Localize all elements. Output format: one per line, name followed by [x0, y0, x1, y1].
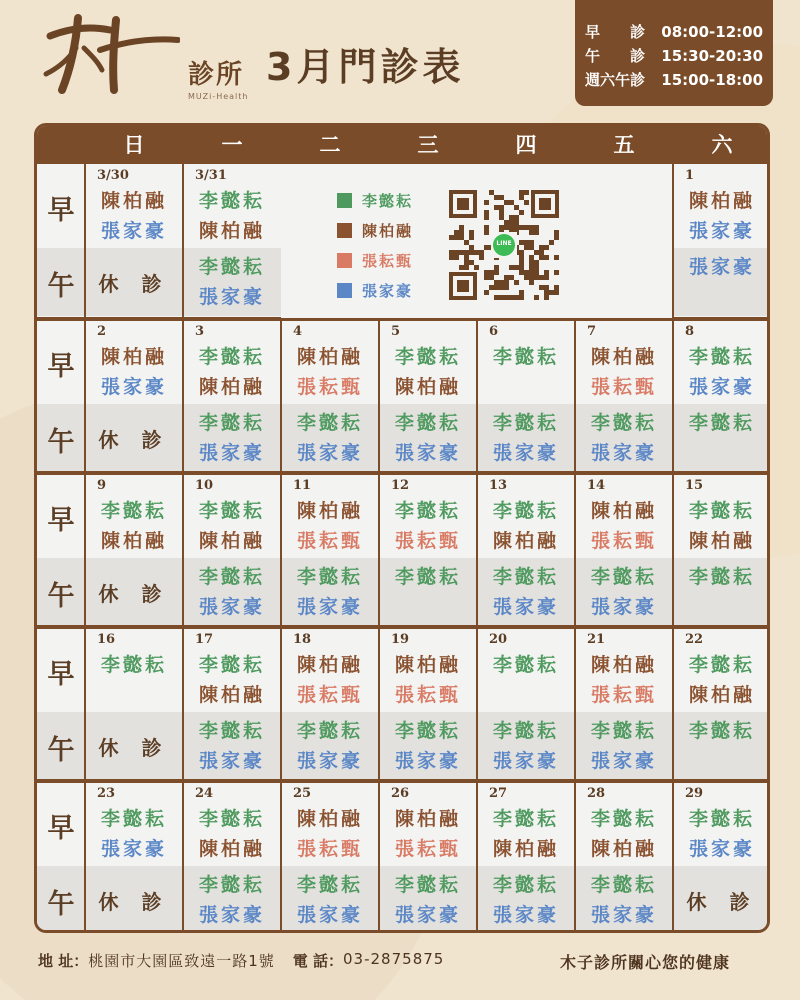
- doctor-name: 張家豪: [688, 376, 755, 398]
- week-divider: [37, 471, 767, 475]
- doctor-name: 張耘甄: [296, 376, 363, 398]
- logo-name: 診所: [188, 60, 245, 90]
- weekday-header-cell: 一: [221, 133, 243, 157]
- doctor-name: 張家豪: [492, 904, 559, 926]
- doctor-name: 李懿耘: [296, 566, 363, 588]
- day-date: 12: [391, 478, 410, 493]
- doctor-name: 張家豪: [100, 376, 167, 398]
- row-label-morning: 早: [47, 351, 75, 382]
- doctor-name: 張家豪: [296, 596, 363, 618]
- doctor-name: 張耘甄: [296, 684, 363, 706]
- doctor-name: 李懿耘: [394, 412, 461, 434]
- doctor-name: 陳柏融: [590, 654, 657, 676]
- doctor-name: 李懿耘: [492, 874, 559, 896]
- day-date: 26: [391, 786, 410, 801]
- day-date: 28: [587, 786, 606, 801]
- doctor-name: 李懿耘: [394, 720, 461, 742]
- closed-label: 休 診: [98, 428, 170, 452]
- doctor-name: 張家豪: [198, 596, 265, 618]
- doctor-name: 陳柏融: [100, 346, 167, 368]
- doctor-name: 李懿耘: [198, 256, 265, 278]
- weekday-header-cell: 六: [711, 133, 733, 157]
- hours-label: 早 診: [585, 23, 646, 41]
- doctor-name: 李懿耘: [688, 654, 755, 676]
- day-date: 3: [195, 324, 205, 339]
- doctor-name: 陳柏融: [590, 500, 657, 522]
- row-label-morning: 早: [47, 813, 75, 844]
- day-date: 18: [293, 632, 312, 647]
- phone-label: 電 話：: [292, 952, 344, 970]
- doctor-name: 張家豪: [590, 904, 657, 926]
- doctor-name: 陳柏融: [688, 684, 755, 706]
- doctor-name: 張耘甄: [394, 838, 461, 860]
- doctor-name: 李懿耘: [688, 720, 755, 742]
- week-divider: [37, 779, 767, 783]
- column-divider: [672, 164, 674, 930]
- day-date: 22: [685, 632, 704, 647]
- weekday-header-cell: 五: [613, 133, 635, 157]
- day-date: 1: [685, 168, 695, 183]
- doctor-name: 陳柏融: [394, 654, 461, 676]
- doctor-name: 李懿耘: [688, 412, 755, 434]
- closed-label: 休 診: [98, 272, 170, 296]
- doctor-name: 張耘甄: [296, 838, 363, 860]
- doctor-name: 李懿耘: [296, 412, 363, 434]
- doctor-name: 李懿耘: [100, 500, 167, 522]
- closed-label: 休 診: [98, 582, 170, 606]
- row-label-afternoon: 午: [47, 271, 75, 302]
- legend-swatch: [337, 193, 352, 208]
- column-divider: [476, 318, 478, 930]
- day-date: 23: [97, 786, 116, 801]
- hours-label: 週六午診: [585, 71, 646, 89]
- row-label-morning: 早: [47, 195, 75, 226]
- doctor-name: 李懿耘: [394, 500, 461, 522]
- doctor-name: 張家豪: [688, 838, 755, 860]
- doctor-name: 陳柏融: [590, 346, 657, 368]
- column-divider: [574, 318, 576, 930]
- row-label-morning: 早: [47, 505, 75, 536]
- day-date: 14: [587, 478, 606, 493]
- doctor-name: 張家豪: [198, 750, 265, 772]
- doctor-name: 張耘甄: [590, 530, 657, 552]
- doctor-name: 李懿耘: [492, 566, 559, 588]
- column-divider: [182, 164, 184, 930]
- day-date: 27: [489, 786, 508, 801]
- doctor-name: 陳柏融: [198, 838, 265, 860]
- closed-label: 休 診: [98, 890, 170, 914]
- doctor-name: 張家豪: [394, 904, 461, 926]
- doctor-name: 李懿耘: [590, 720, 657, 742]
- doctor-name: 李懿耘: [492, 720, 559, 742]
- doctor-name: 張家豪: [198, 442, 265, 464]
- hours-label: 午 診: [585, 47, 646, 65]
- doctor-name: 張家豪: [590, 596, 657, 618]
- doctor-name: 陳柏融: [198, 220, 265, 242]
- doctor-name: 陳柏融: [394, 376, 461, 398]
- doctor-name: 張家豪: [198, 286, 265, 308]
- doctor-name: 李懿耘: [688, 566, 755, 588]
- doctor-name: 李懿耘: [590, 566, 657, 588]
- doctor-name: 張家豪: [688, 256, 755, 278]
- day-date: 3/30: [97, 168, 129, 183]
- doctor-name: 陳柏融: [492, 530, 559, 552]
- day-date: 7: [587, 324, 597, 339]
- legend-item: [337, 220, 413, 241]
- doctor-name: 李懿耘: [100, 808, 167, 830]
- week-divider: [37, 625, 767, 629]
- doctor-name: 陳柏融: [688, 530, 755, 552]
- doctor-name: 陳柏融: [100, 530, 167, 552]
- doctor-name: 張家豪: [296, 750, 363, 772]
- doctor-name: 陳柏融: [296, 500, 363, 522]
- legend-label: 張耘甄: [362, 252, 414, 270]
- legend-label: 李懿耘: [362, 192, 414, 210]
- legend-item: [337, 280, 413, 301]
- day-date: 9: [97, 478, 107, 493]
- legend-item: [337, 250, 413, 271]
- doctor-name: 張家豪: [296, 442, 363, 464]
- legend-swatch: [337, 223, 352, 238]
- doctor-name: 李懿耘: [394, 566, 461, 588]
- line-qr-code: [449, 190, 559, 300]
- doctor-name: 李懿耘: [198, 566, 265, 588]
- phone-text: 03-2875875: [343, 950, 445, 968]
- doctor-name: 張耘甄: [394, 530, 461, 552]
- day-date: 17: [195, 632, 214, 647]
- hours-time: 15:00-18:00: [661, 71, 763, 89]
- doctor-name: 李懿耘: [296, 874, 363, 896]
- hours-row-morning: [585, 20, 763, 44]
- doctor-name: 張家豪: [590, 442, 657, 464]
- doctor-name: 張耘甄: [590, 684, 657, 706]
- row-label-afternoon: 午: [47, 581, 75, 612]
- clinic-hours-panel: [575, 0, 773, 106]
- schedule-table: [34, 123, 770, 933]
- day-date: 19: [391, 632, 410, 647]
- doctor-name: 李懿耘: [688, 500, 755, 522]
- day-date: 3/31: [195, 168, 227, 183]
- doctor-name: 張耘甄: [394, 684, 461, 706]
- row-label-afternoon: 午: [47, 427, 75, 458]
- doctor-name: 陳柏融: [590, 838, 657, 860]
- column-divider: [84, 164, 86, 930]
- doctor-name: 李懿耘: [394, 874, 461, 896]
- doctor-name: 李懿耘: [492, 500, 559, 522]
- column-divider: [280, 318, 282, 930]
- day-date: 24: [195, 786, 214, 801]
- row-label-afternoon: 午: [47, 889, 75, 920]
- doctor-name: 張家豪: [590, 750, 657, 772]
- doctor-name: 張家豪: [100, 220, 167, 242]
- legend-label: 張家豪: [362, 282, 414, 300]
- doctor-name: 陳柏融: [296, 808, 363, 830]
- day-date: 20: [489, 632, 508, 647]
- weekday-header-cell: 日: [123, 133, 145, 157]
- column-divider: [378, 318, 380, 930]
- doctor-name: 李懿耘: [590, 808, 657, 830]
- hours-row-saturday: [585, 68, 763, 92]
- page-title: 3月門診表: [266, 45, 465, 89]
- doctor-name: 張家豪: [100, 838, 167, 860]
- doctor-name: 李懿耘: [198, 808, 265, 830]
- legend-swatch: [337, 253, 352, 268]
- weekday-header-cell: 四: [515, 133, 537, 157]
- row-label-morning: 早: [47, 659, 75, 690]
- doctor-name: 陳柏融: [100, 190, 167, 212]
- closed-label: 休 診: [686, 890, 758, 914]
- day-date: 21: [587, 632, 606, 647]
- doctor-name: 李懿耘: [590, 412, 657, 434]
- doctor-name: 陳柏融: [296, 654, 363, 676]
- logo-subtitle: MUZi-Health: [188, 92, 249, 101]
- day-date: 15: [685, 478, 704, 493]
- doctor-name: 李懿耘: [198, 720, 265, 742]
- doctor-name: 陳柏融: [688, 190, 755, 212]
- footer-slogan: 木子診所關心您的健康: [560, 953, 731, 972]
- day-date: 8: [685, 324, 695, 339]
- legend-label: 陳柏融: [362, 222, 414, 240]
- hours-time: 08:00-12:00: [661, 23, 763, 41]
- doctor-name: 李懿耘: [394, 346, 461, 368]
- day-date: 16: [97, 632, 116, 647]
- doctor-name: 張家豪: [296, 904, 363, 926]
- doctor-name: 李懿耘: [198, 412, 265, 434]
- doctor-name: 張家豪: [394, 442, 461, 464]
- day-date: 10: [195, 478, 214, 493]
- clinic-logo: [40, 14, 250, 104]
- weekday-header: [37, 126, 767, 164]
- hours-row-afternoon: [585, 44, 763, 68]
- day-date: 13: [489, 478, 508, 493]
- doctor-name: 陳柏融: [492, 838, 559, 860]
- doctor-name: 張家豪: [492, 750, 559, 772]
- day-date: 6: [489, 324, 499, 339]
- doctor-name: 張家豪: [492, 442, 559, 464]
- doctor-name: 李懿耘: [492, 654, 559, 676]
- legend-item: [337, 190, 413, 211]
- doctor-name: 陳柏融: [198, 684, 265, 706]
- doctor-name: 李懿耘: [590, 874, 657, 896]
- doctor-name: 陳柏融: [394, 808, 461, 830]
- doctor-name: 張耘甄: [296, 530, 363, 552]
- doctor-name: 李懿耘: [492, 808, 559, 830]
- day-date: 2: [97, 324, 107, 339]
- closed-label: 休 診: [98, 736, 170, 760]
- doctor-name: 李懿耘: [296, 720, 363, 742]
- doctor-name: 李懿耘: [688, 808, 755, 830]
- doctor-name: 李懿耘: [198, 874, 265, 896]
- address-text: 桃園市大園區致遠一路1號: [88, 952, 275, 970]
- doctor-name: 張家豪: [198, 904, 265, 926]
- hours-time: 15:30-20:30: [661, 47, 763, 65]
- day-date: 11: [293, 478, 312, 493]
- doctor-name: 李懿耘: [688, 346, 755, 368]
- doctor-name: 陳柏融: [198, 376, 265, 398]
- weekday-header-cell: 三: [417, 133, 439, 157]
- day-date: 29: [685, 786, 704, 801]
- weekday-header-cell: 二: [319, 133, 341, 157]
- doctor-name: 張家豪: [688, 220, 755, 242]
- row-label-afternoon: 午: [47, 735, 75, 766]
- day-date: 25: [293, 786, 312, 801]
- doctor-name: 陳柏融: [198, 530, 265, 552]
- address-label: 地 址：: [38, 952, 89, 970]
- doctor-name: 李懿耘: [198, 190, 265, 212]
- doctor-name: 張家豪: [492, 596, 559, 618]
- day-date: 5: [391, 324, 401, 339]
- footer: [38, 950, 778, 971]
- doctor-name: 李懿耘: [100, 654, 167, 676]
- line-badge-label: LINE: [496, 240, 512, 247]
- doctor-name: 李懿耘: [492, 412, 559, 434]
- doctor-name: 李懿耘: [492, 346, 559, 368]
- doctor-name: 李懿耘: [198, 654, 265, 676]
- legend-swatch: [337, 283, 352, 298]
- doctor-name: 李懿耘: [198, 500, 265, 522]
- logo-brush-mark: [40, 14, 180, 94]
- doctor-name: 陳柏融: [296, 346, 363, 368]
- doctor-name: 李懿耘: [198, 346, 265, 368]
- day-date: 4: [293, 324, 303, 339]
- doctor-name: 張耘甄: [590, 376, 657, 398]
- doctor-name: 張家豪: [394, 750, 461, 772]
